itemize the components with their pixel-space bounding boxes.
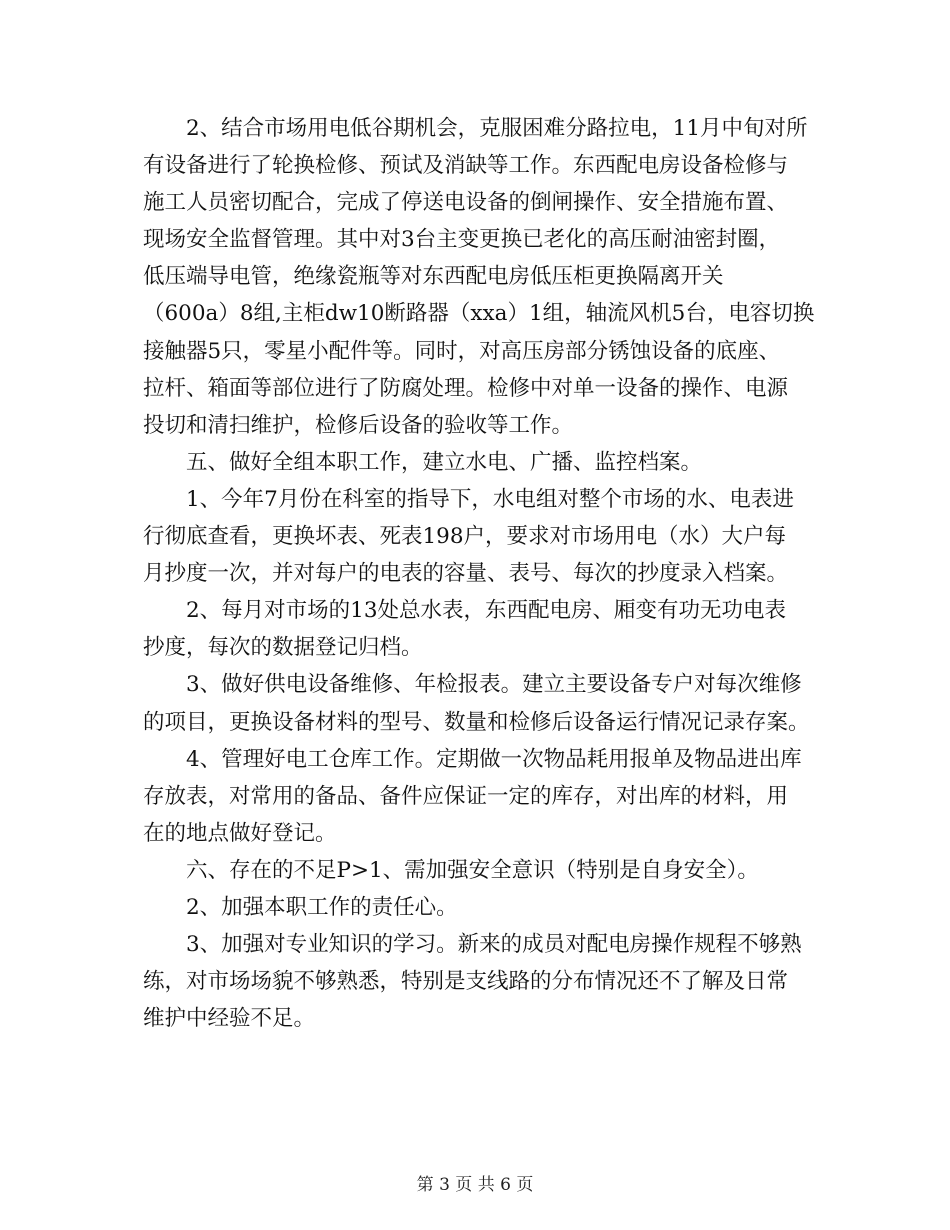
text-line: 3、加强对专业知识的学习。新来的成员对配电房操作规程不够熟	[143, 932, 802, 958]
text-line: 在的地点做好登记。	[143, 820, 337, 846]
text-line: 1、今年7月份在科室的指导下，水电组对整个市场的水、电表进	[143, 486, 794, 512]
text-line: 3、做好供电设备维修、年检报表。建立主要设备专户对每次维修	[143, 672, 802, 698]
text-line: 有设备进行了轮换检修、预试及消缺等工作。东西配电房设备检修与	[143, 153, 789, 179]
text-line: 月抄度一次，并对每户的电表的容量、表号、每次的抄度录入档案。	[143, 561, 789, 587]
text-line: 现场安全监督管理。其中对3台主变更换已老化的高压耐油密封圈，	[143, 227, 781, 253]
text-line: 低压端导电管，绝缘瓷瓶等对东西配电房低压柜更换隔离开关	[143, 264, 724, 290]
text-line: 的项目，更换设备材料的型号、数量和检修后设备运行情况记录存案。	[143, 709, 810, 735]
body-text	[143, 110, 818, 1037]
text-line: 2、加强本职工作的责任心。	[143, 894, 458, 920]
text-line: 存放表，对常用的备品、备件应保证一定的库存，对出库的材料，用	[143, 783, 789, 809]
text-line: 抄度，每次的数据登记归档。	[143, 635, 423, 661]
text-line: 五、做好全组本职工作，建立水电、广播、监控档案。	[143, 449, 703, 475]
text-line: 2、结合市场用电低谷期机会，克服困难分路拉电，11月中旬对所	[143, 116, 808, 141]
text-line: 练，对市场场貌不够熟悉，特别是支线路的分布情况还不了解及日常	[143, 969, 789, 995]
text-line: 行彻底查看，更换坏表、死表198户，要求对市场用电（水）大户每	[143, 524, 787, 550]
page-number: 第 3 页 共 6 页	[416, 1175, 534, 1195]
text-line: 拉杆、箱面等部位进行了防腐处理。检修中对单一设备的操作、电源	[143, 375, 789, 401]
text-line: 维护中经验不足。	[143, 1006, 316, 1032]
text-line: 4、管理好电工仓库工作。定期做一次物品耗用报单及物品进出库	[143, 746, 802, 772]
text-line: 六、存在的不足P>1、需加强安全意识（特别是自身安全）。	[143, 857, 759, 883]
text-line: 接触器5只，零星小配件等。同时，对高压房部分锈蚀设备的底座、	[143, 338, 781, 364]
text-line: 施工人员密切配合，完成了停送电设备的倒闸操作、安全措施布置、	[143, 190, 789, 216]
text-line: 2、每月对市场的13处总水表，东西配电房、厢变有功无功电表	[143, 598, 787, 624]
text-line: 投切和清扫维护，检修后设备的验收等工作。	[143, 412, 574, 438]
text-line: （600a）8组,主柜dw10断路器（xxa）1组，轴流风机5台，电容切换	[143, 301, 815, 327]
